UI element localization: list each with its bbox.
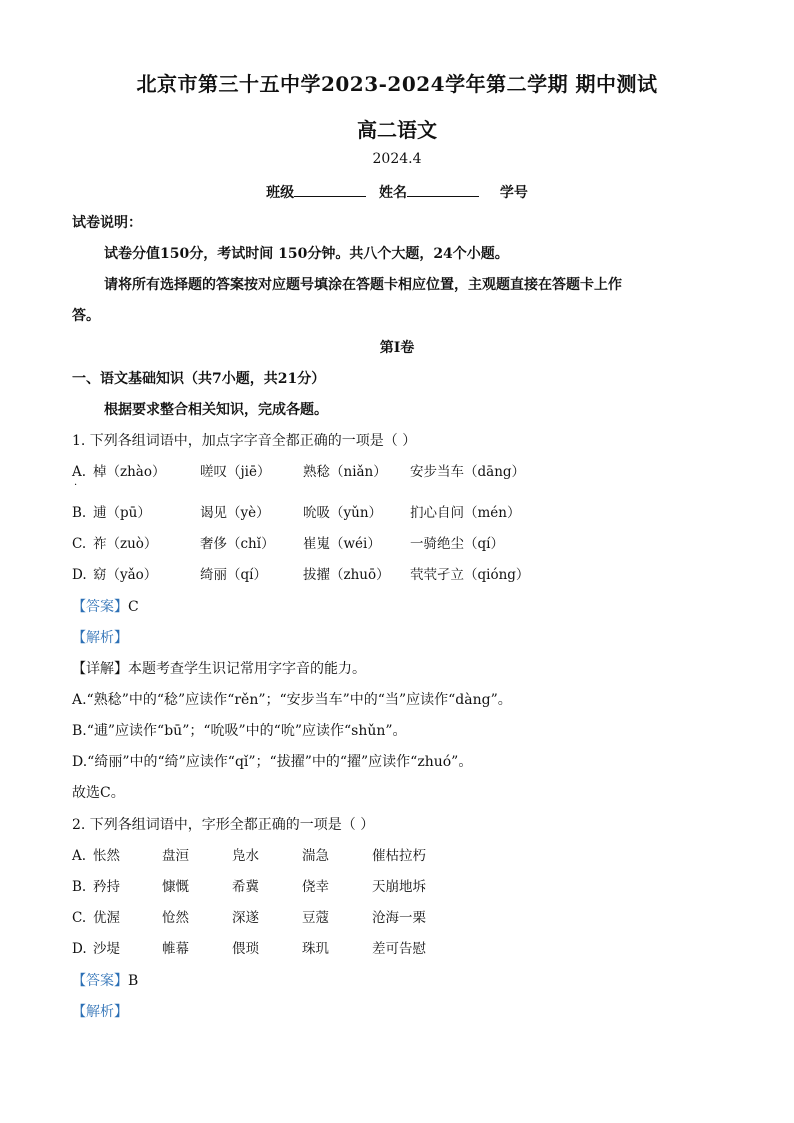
class-blank [294, 182, 366, 197]
option-item: 吮吸（yǔn） [303, 505, 383, 521]
option-item: 奢侈（chǐ） [200, 536, 275, 552]
explanation-a: A.“熟稔”中的“稔”应读作“rěn”；“安步当车”中的“当”应读作“dàng”。 [72, 692, 512, 708]
option-item: 盘洹 [162, 848, 189, 864]
option-label: A. [72, 848, 87, 864]
student-info-line [0, 182, 794, 202]
name-blank [407, 182, 479, 197]
subject-title: 高二语文 [357, 118, 437, 142]
id-label: 学号 [499, 185, 528, 201]
option-item: 矜持 [93, 879, 120, 895]
option-item: 拔擢（zhuō） [303, 567, 390, 583]
option-label: C. [72, 910, 87, 926]
option-item: 希冀 [232, 879, 259, 895]
option-item: 优渥 [93, 910, 120, 926]
instructions-line-2: 请将所有选择题的答案按对应题号填涂在答题卡相应位置，主观题直接在答题卡上作 [104, 277, 622, 293]
option-item: 棹（zhào） [93, 464, 166, 480]
volume-heading: 第Ⅰ卷 [379, 340, 415, 356]
option-item: 窈（yǎo） [93, 567, 158, 583]
answer-tag: 【答案】 [72, 599, 128, 615]
answer-value: B [128, 973, 139, 989]
emphasis-dot: · [74, 480, 78, 491]
option-label: A. [72, 464, 87, 480]
name-label: 姓名 [379, 185, 407, 201]
option-item: 绮丽（qí） [200, 567, 267, 583]
option-item: 慷慨 [162, 879, 189, 895]
option-item: 安步当车（dāng） [410, 464, 526, 480]
exam-title: 北京市第三十五中学2023-2024学年第二学期 期中测试 [136, 72, 658, 96]
option-item: 嗟叹（jiē） [200, 464, 271, 480]
explanation-d: D.“绮丽”中的“绮”应读作“qǐ”；“拔擢”中的“擢”应读作“zhuó”。 [72, 754, 473, 770]
option-label: B. [72, 879, 87, 895]
option-item: 怆然 [162, 910, 189, 926]
instructions-heading: 试卷说明： [72, 215, 142, 231]
instructions-line-1: 试卷分值150分，考试时间 150分钟。共八个大题，24个小题。 [104, 246, 509, 262]
instructions-line-3: 答。 [72, 308, 100, 324]
option-label: C. [72, 536, 87, 552]
answer-value: C [128, 599, 139, 615]
option-item: 湍急 [302, 848, 329, 864]
option-item: 沧海一栗 [372, 910, 426, 926]
detail-text: 本题考查学生识记常用字字音的能力。 [128, 661, 366, 677]
option-label: D. [72, 567, 87, 583]
question-1-stem: 1. 下列各组词语中，加点字字音全都正确的一项是（ ） [72, 433, 417, 449]
option-item: 天崩地坼 [372, 879, 426, 895]
analysis-tag: 【解析】 [72, 1004, 128, 1020]
option-item: 一骑绝尘（qí） [410, 536, 504, 552]
section-heading: 一、语文基础知识（共7小题，共21分） [72, 371, 326, 387]
option-item: 逋（pū） [93, 505, 151, 521]
option-item: 珠玑 [302, 941, 329, 957]
option-item: 崔嵬（wéi） [303, 536, 381, 552]
option-item: 侥幸 [302, 879, 329, 895]
option-item: 谒见（yè） [200, 505, 270, 521]
option-label: B. [72, 505, 87, 521]
exam-date: 2024.4 [372, 151, 422, 167]
option-label: D. [72, 941, 87, 957]
option-item: 沙堤 [93, 941, 120, 957]
option-item: 熟稔（niǎn） [303, 464, 387, 480]
option-item: 怅然 [93, 848, 120, 864]
option-item: 祚（zuò） [93, 536, 158, 552]
option-item: 偎琐 [232, 941, 259, 957]
option-item: 帷幕 [162, 941, 189, 957]
section-subheading: 根据要求整合相关知识，完成各题。 [104, 402, 328, 418]
conclusion: 故选C。 [72, 785, 125, 801]
option-item: 深遂 [232, 910, 259, 926]
option-item: 茕茕孑立（qióng） [410, 567, 530, 583]
question-2-stem: 2. 下列各组词语中，字形全都正确的一项是（ ） [72, 817, 375, 833]
analysis-tag: 【解析】 [72, 630, 128, 646]
option-item: 催枯拉朽 [372, 848, 426, 864]
option-item: 扪心自问（mén） [410, 505, 521, 521]
option-item: 豆蔻 [302, 910, 329, 926]
class-label: 班级 [266, 185, 295, 201]
explanation-b: B.“逋”应读作“bū”；“吮吸”中的“吮”应读作“shǔn”。 [72, 723, 407, 739]
answer-tag: 【答案】 [72, 973, 128, 989]
option-item: 凫水 [232, 848, 259, 864]
answer-line [72, 971, 138, 991]
option-item: 差可告慰 [372, 941, 426, 957]
answer-line [72, 597, 139, 617]
detail-line [72, 659, 366, 679]
detail-tag: 【详解】 [72, 661, 128, 677]
